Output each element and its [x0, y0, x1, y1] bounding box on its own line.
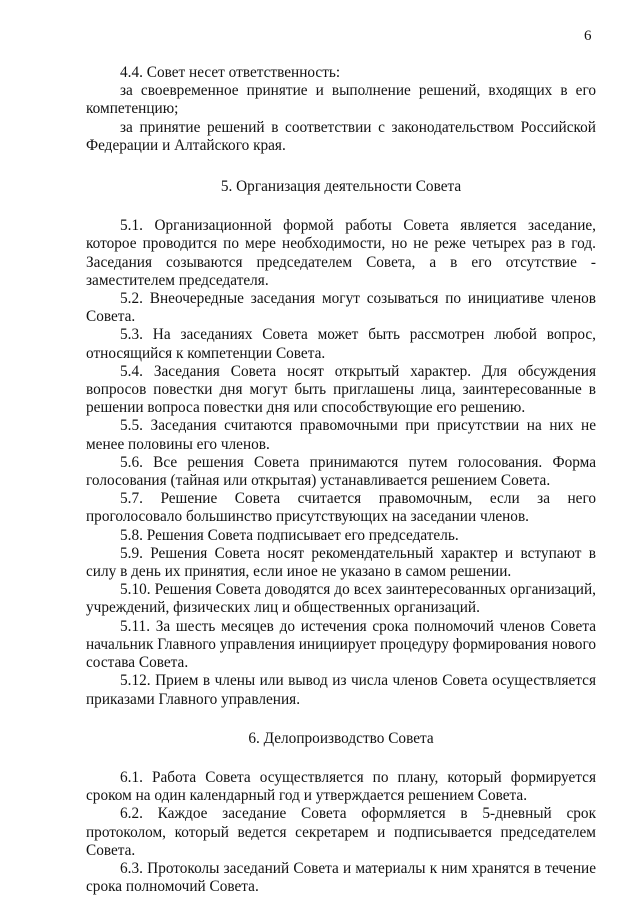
section-5-heading: 5. Организация деятельности Совета — [220, 178, 462, 196]
paragraph-5-3: 5.3. На заседаниях Совета может быть рассмотрен любой вопрос, относящийся к компетенции Совета. — [86, 326, 596, 362]
page-number: 6 — [584, 28, 592, 44]
paragraph-5-7: 5.7. Решение Совета считается правомочным, если за него проголосовало большинство присутствующих на заседании членов. — [86, 490, 596, 526]
paragraph-5-9: 5.9. Решения Совета носят рекомендательный характер и вступают в силу в день их принятия, если иное не указано в самом решении. — [86, 544, 596, 581]
paragraph-5-6: 5.6. Все решения Совета принимаются путем голосования. Форма голосования (тайная или открытая) устанавливается решением Совета. — [86, 453, 596, 490]
paragraph-6-2: 6.2. Каждое заседание Совета оформляется в 5-дневный срок протоколом, который ведется секретарем и подписывается председателем Совета. — [86, 805, 596, 859]
paragraph-4-4: 4.4. Совет несет ответственность: — [120, 64, 341, 81]
paragraph-5-8: 5.8. Решения Совета подписывает его председатель. — [120, 526, 459, 544]
paragraph-6-1: 6.1. Работа Совета осуществляется по плану, который формируется сроком на один календарный год и утверждается решением Совета. — [86, 768, 596, 805]
document-body — [86, 64, 596, 896]
paragraph-5-12: 5.12. Прием в члены или вывод из числа членов Совета осуществляется приказами Главного управления. — [86, 672, 596, 708]
paragraph-5-4: 5.4. Заседания Совета носят открытый характер. Для обсуждения вопросов повестки дня могут быть приглашены лица, заинтересованные в решении вопроса повестки дня или способствующие его решению. — [86, 362, 596, 417]
paragraph-5-1: 5.1. Организационной формой работы Совета является заседание, которое проводится по мере необходимости, но не реже четырех раз в год. Заседания созываются председателем Совета, а в его отсутствие - заместителем председателя. — [86, 217, 596, 289]
paragraph-6-3: 6.3. Протоколы заседаний Совета и материалы к ним хранятся в течение срока полномочий Совета. — [86, 859, 596, 896]
paragraph-5-11: 5.11. За шесть месяцев до истечения срока полномочий членов Совета начальник Главного управления инициирует процедуру формирования нового состава Совета. — [86, 617, 596, 672]
paragraph-4-4-item-2: за принятие решений в соответствии с законодательством Российской Федерации и Алтайского края. — [86, 118, 596, 154]
paragraph-5-2: 5.2. Внеочередные заседания могут созываться по инициативе членов Совета. — [86, 290, 596, 326]
paragraph-5-10: 5.10. Решения Совета доводятся до всех заинтересованных организаций, учреждений, физических лиц и общественных организаций. — [86, 581, 596, 617]
section-6-heading: 6. Делопроизводство Совета — [248, 729, 434, 747]
paragraph-4-4-item-1: за своевременное принятие и выполнение решений, входящих в его компетенцию; — [86, 82, 596, 118]
paragraph-5-5: 5.5. Заседания считаются правомочными при присутствии на них не менее половины его членов. — [86, 417, 596, 453]
